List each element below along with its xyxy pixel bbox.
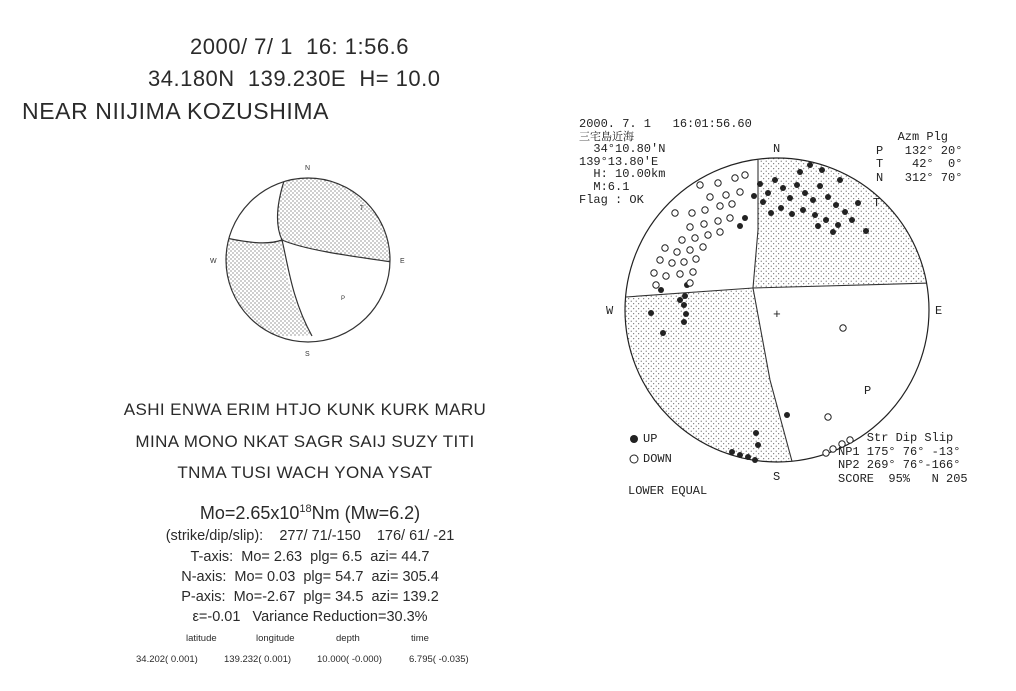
- value-longitude: 139.232( 0.001): [224, 654, 292, 665]
- header-longitude: longitude: [256, 633, 295, 644]
- left-t-label: T: [360, 206, 364, 212]
- event-datetime: 2000/ 7/ 1 16: 1:56.6: [190, 34, 409, 59]
- info-lat: 34°10.80′N: [579, 142, 666, 157]
- left-north-label: N: [305, 165, 311, 172]
- header-depth: depth: [336, 633, 360, 644]
- info-date: 2000. 7. 1 16:01:56.60: [579, 117, 752, 131]
- value-latitude: 34.202( 0.001): [136, 654, 198, 665]
- legend-down-marker: [630, 455, 638, 463]
- left-p-label: P: [341, 296, 346, 302]
- value-depth: 10.000( -0.000): [317, 654, 382, 665]
- nodal-plane-table: [838, 432, 968, 486]
- right-south-label: S: [773, 470, 781, 484]
- right-west-label: W: [606, 304, 614, 318]
- info-flag: Flag : OK: [579, 192, 644, 207]
- right-center-mark: +: [773, 307, 781, 322]
- right-info-block: [579, 118, 752, 206]
- info-magnitude: M:6.1: [579, 179, 630, 194]
- projection-label: LOWER EQUAL: [628, 484, 708, 498]
- nodal-np2: NP2 269° 76°-166°: [838, 458, 961, 472]
- right-east-label: E: [935, 304, 943, 318]
- epsilon-variance-line: ε=-0.01 Variance Reduction=30.3%: [192, 609, 428, 625]
- p-axis-line: P-axis: Mo=-2.67 plg= 34.5 azi= 139.2: [181, 589, 439, 605]
- right-p-label: P: [864, 384, 872, 398]
- axes-header: Azm Plg: [876, 130, 949, 144]
- left-east-label: E: [400, 258, 405, 265]
- right-north-label: N: [773, 142, 781, 156]
- event-region: NEAR NIIJIMA KOZUSHIMA: [22, 98, 330, 124]
- axes-t-row: T 42° 0°: [876, 157, 963, 171]
- value-time: 6.795( -0.035): [409, 654, 469, 665]
- nodal-header: Str Dip Slip: [838, 431, 954, 445]
- moment-magnitude: $Mo=2.65x10^{18}Nm$ (Mw=6.2): [199, 503, 421, 523]
- right-t-label: T: [873, 196, 881, 210]
- nodal-np1: NP1 175° 76° -13°: [838, 444, 961, 459]
- legend-up-marker: [630, 435, 638, 443]
- header-latitude: latitude: [186, 633, 217, 644]
- event-coordinates: 34.180N 139.230E H= 10.0: [148, 66, 441, 91]
- header-time: time: [411, 633, 429, 644]
- strike-dip-slip: (strike/dip/slip): 277/ 71/-150 176/ 61/ -21: [165, 528, 455, 544]
- station-line-1: ASHI ENWA ERIM HTJO KUNK KURK MARU: [123, 400, 487, 419]
- legend-down-label: DOWN: [643, 452, 672, 466]
- n-axis-line: N-axis: Mo= 0.03 plg= 54.7 azi= 305.4: [181, 569, 439, 585]
- left-south-label: S: [305, 351, 310, 358]
- axes-n-row: N 312° 70°: [876, 170, 963, 185]
- left-beachball: [210, 165, 405, 358]
- info-depth: H: 10.00km: [579, 167, 666, 182]
- legend-up-label: UP: [643, 432, 658, 446]
- left-west-label: W: [210, 258, 217, 265]
- info-lon: 139°13.80′E: [579, 154, 659, 169]
- station-line-2: MINA MONO NKAT SAGR SAIJ SUZY TITI: [135, 432, 475, 451]
- station-line-3: TNMA TUSI WACH YONA YSAT: [177, 463, 433, 482]
- nodal-score: SCORE 95% N 205: [838, 471, 968, 486]
- axes-p-row: P 132° 20°: [876, 143, 963, 158]
- info-region: 三宅島近海: [579, 129, 634, 143]
- axes-table: [876, 131, 962, 185]
- t-axis-line: T-axis: Mo= 2.63 plg= 6.5 azi= 44.7: [190, 549, 430, 565]
